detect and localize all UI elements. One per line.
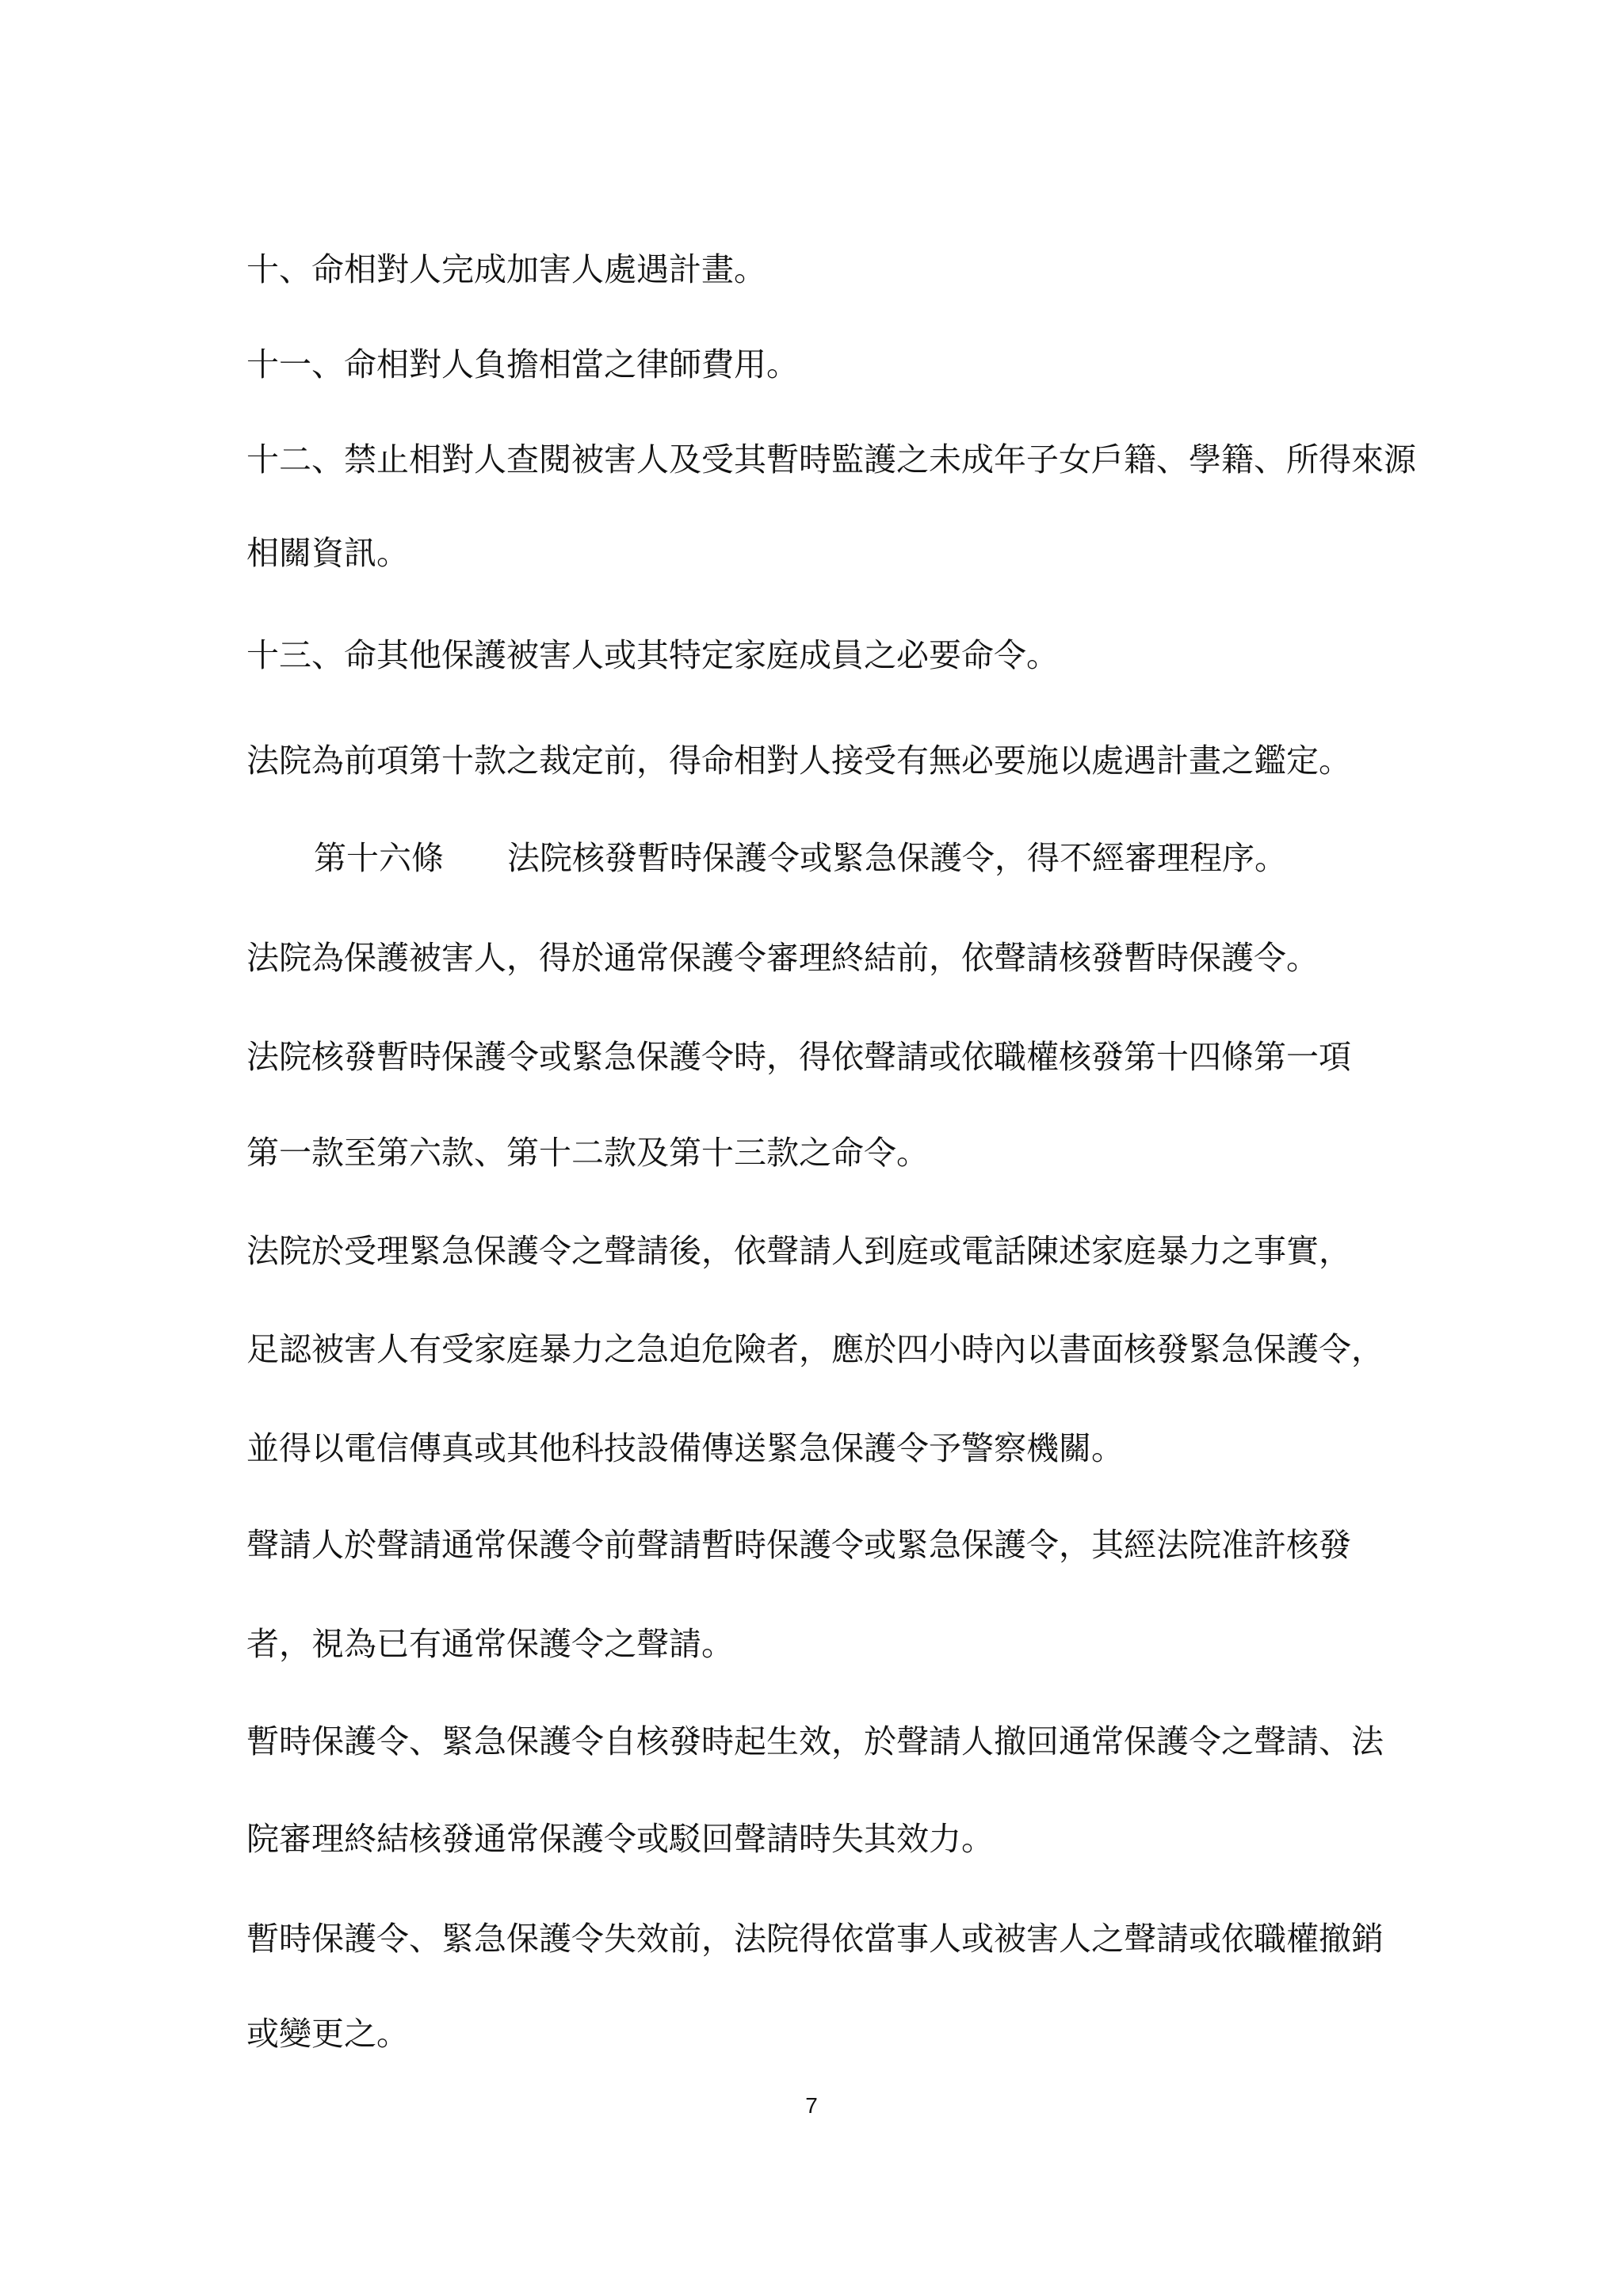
text-line: 十二、禁止相對人查閱被害人及受其暫時監護之未成年子女戶籍、學籍、所得來源 bbox=[246, 441, 1416, 479]
article-heading bbox=[314, 838, 1287, 878]
article-number: 第十六條 bbox=[314, 839, 444, 877]
text-line: 第一款至第六款、第十二款及第十三款之命令。 bbox=[246, 1134, 929, 1172]
text-line: 法院為前項第十款之裁定前，得命相對人接受有無必要施以處遇計畫之鑑定。 bbox=[246, 742, 1351, 780]
text-line: 暫時保護令、緊急保護令失效前，法院得依當事人或被害人之聲請或依職權撤銷 bbox=[246, 1920, 1384, 1958]
text-line: 或變更之。 bbox=[246, 2015, 409, 2053]
article-text: 法院核發暫時保護令或緊急保護令，得不經審理程序。 bbox=[507, 839, 1287, 877]
text-line: 十一、命相對人負擔相當之律師費用。 bbox=[246, 345, 799, 383]
text-line: 十、命相對人完成加害人處遇計畫。 bbox=[246, 250, 766, 288]
text-line: 院審理終結核發通常保護令或駁回聲請時失其效力。 bbox=[246, 1820, 994, 1858]
page-number: 7 bbox=[805, 2093, 818, 2118]
text-line: 者，視為已有通常保護令之聲請。 bbox=[246, 1625, 734, 1663]
text-line: 暫時保護令、緊急保護令自核發時起生效，於聲請人撤回通常保護令之聲請、法 bbox=[246, 1722, 1384, 1760]
text-line: 足認被害人有受家庭暴力之急迫危險者，應於四小時內以書面核發緊急保護令， bbox=[246, 1330, 1384, 1368]
text-line: 十三、命其他保護被害人或其特定家庭成員之必要命令。 bbox=[246, 636, 1059, 674]
text-line: 法院於受理緊急保護令之聲請後，依聲請人到庭或電話陳述家庭暴力之事實， bbox=[246, 1232, 1351, 1270]
text-line: 法院為保護被害人，得於通常保護令審理終結前，依聲請核發暫時保護令。 bbox=[246, 939, 1319, 977]
text-line: 並得以電信傳真或其他科技設備傳送緊急保護令予警察機關。 bbox=[246, 1429, 1124, 1467]
text-line: 聲請人於聲請通常保護令前聲請暫時保護令或緊急保護令，其經法院准許核發 bbox=[246, 1526, 1351, 1564]
text-line: 法院核發暫時保護令或緊急保護令時，得依聲請或依職權核發第十四條第一項 bbox=[246, 1038, 1351, 1076]
text-line: 相關資訊。 bbox=[246, 534, 409, 572]
